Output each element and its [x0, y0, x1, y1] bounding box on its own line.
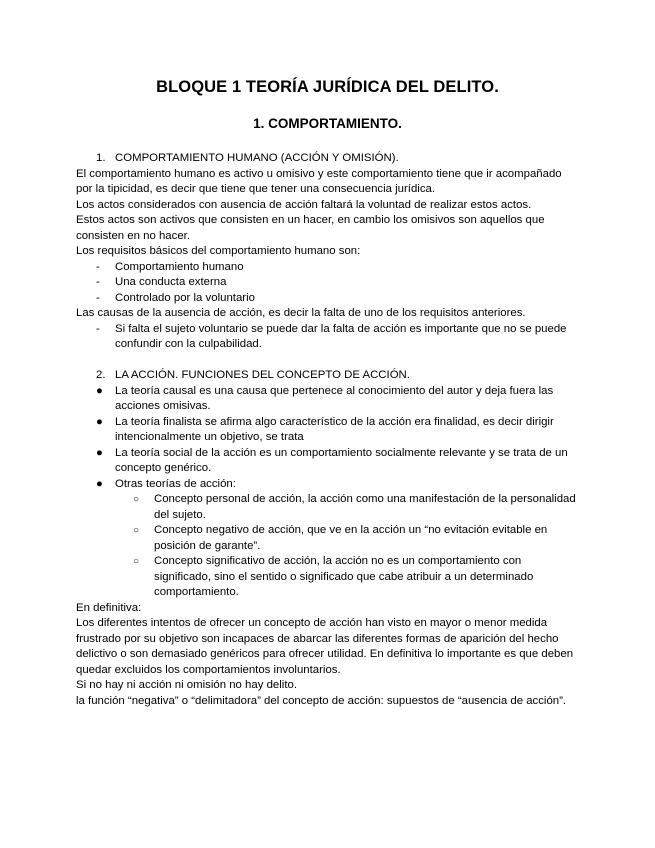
section-heading-1: 1. COMPORTAMIENTO HUMANO (ACCIÓN Y OMISIÓN).	[96, 152, 399, 164]
list-item: ● La teoría social de la acción es un comportamiento socialmente relevante y se trata de un concepto genérico.	[96, 446, 568, 474]
list-item: ● La teoría causal es una causa que pertenece al conocimiento del autor y deja fuera las acciones omisivas.	[96, 384, 554, 412]
document-body	[76, 151, 576, 709]
paragraph: Las causas de la ausencia de acción, es decir la falta de uno de los requisitos anteriores.	[76, 307, 526, 319]
sub-list-item: ○ Concepto personal de acción, la acción como una manifestación de la personalidad del sujeto.	[133, 493, 576, 521]
sub-list-item: ○ Concepto significativo de acción, la acción no es un comportamiento con significado, sino el sentido o significado que cabe atribuir a un determinado comportamiento.	[133, 555, 534, 598]
sub-list-item: ○ Concepto negativo de acción, que ve en la acción un “no evitación evitable en posición de garante”.	[133, 524, 548, 552]
list-item: - Una conducta externa	[96, 276, 227, 288]
paragraph: la función “negativa” o “delimitadora” del concepto de acción: supuestos de “ausencia de acción”.	[76, 694, 567, 707]
section-heading-2: 2. LA ACCIÓN. FUNCIONES DEL CONCEPTO DE ACCIÓN.	[96, 369, 410, 381]
paragraph: Los requisitos básicos del comportamiento humano son:	[76, 245, 361, 257]
list-item: - Comportamiento humano	[96, 260, 244, 273]
list-item: ● La teoría finalista se afirma algo característico de la acción era finalidad, es decir dirigir intencionalmente un objetivo, se trata	[96, 415, 554, 443]
paragraph: Si no hay ni acción ni omisión no hay delito.	[76, 679, 297, 691]
paragraph: Estos actos son activos que consisten en un hacer, en cambio los omisivos son aquellos que consisten en no hacer.	[76, 214, 545, 242]
document-title: BLOQUE 1 TEORÍA JURÍDICA DEL DELITO.	[156, 78, 499, 96]
conclusion-label: En definitiva:	[76, 601, 142, 614]
paragraph: El comportamiento humano es activo u omisivo y este comportamiento tiene que ir acompañado por la tipicidad, es decir que tiene que tener una consecuencia jurídica.	[76, 167, 562, 195]
list-item: - Si falta el sujeto voluntario se puede dar la falta de acción es importante que no se puede confundir con la culpabilidad.	[96, 322, 567, 350]
list-item: - Controlado por la voluntario	[96, 291, 255, 304]
paragraph: Los actos considerados con ausencia de acción faltará la voluntad de realizar estos actos.	[76, 198, 532, 211]
chapter-heading: 1. COMPORTAMIENTO.	[253, 116, 402, 131]
list-item: ● Otras teorías de acción:	[96, 477, 236, 490]
paragraph: Los diferentes intentos de ofrecer un concepto de acción han visto en mayor o menor medida frustrado por su objetivo son incapaces de abarcar las diferentes formas de aparición del hecho delictivo o son demasiado genéricos para ofrecer utilidad. En definitiva lo importante es que deben quedar excluidos los comportamientos involuntarios.	[76, 617, 574, 676]
